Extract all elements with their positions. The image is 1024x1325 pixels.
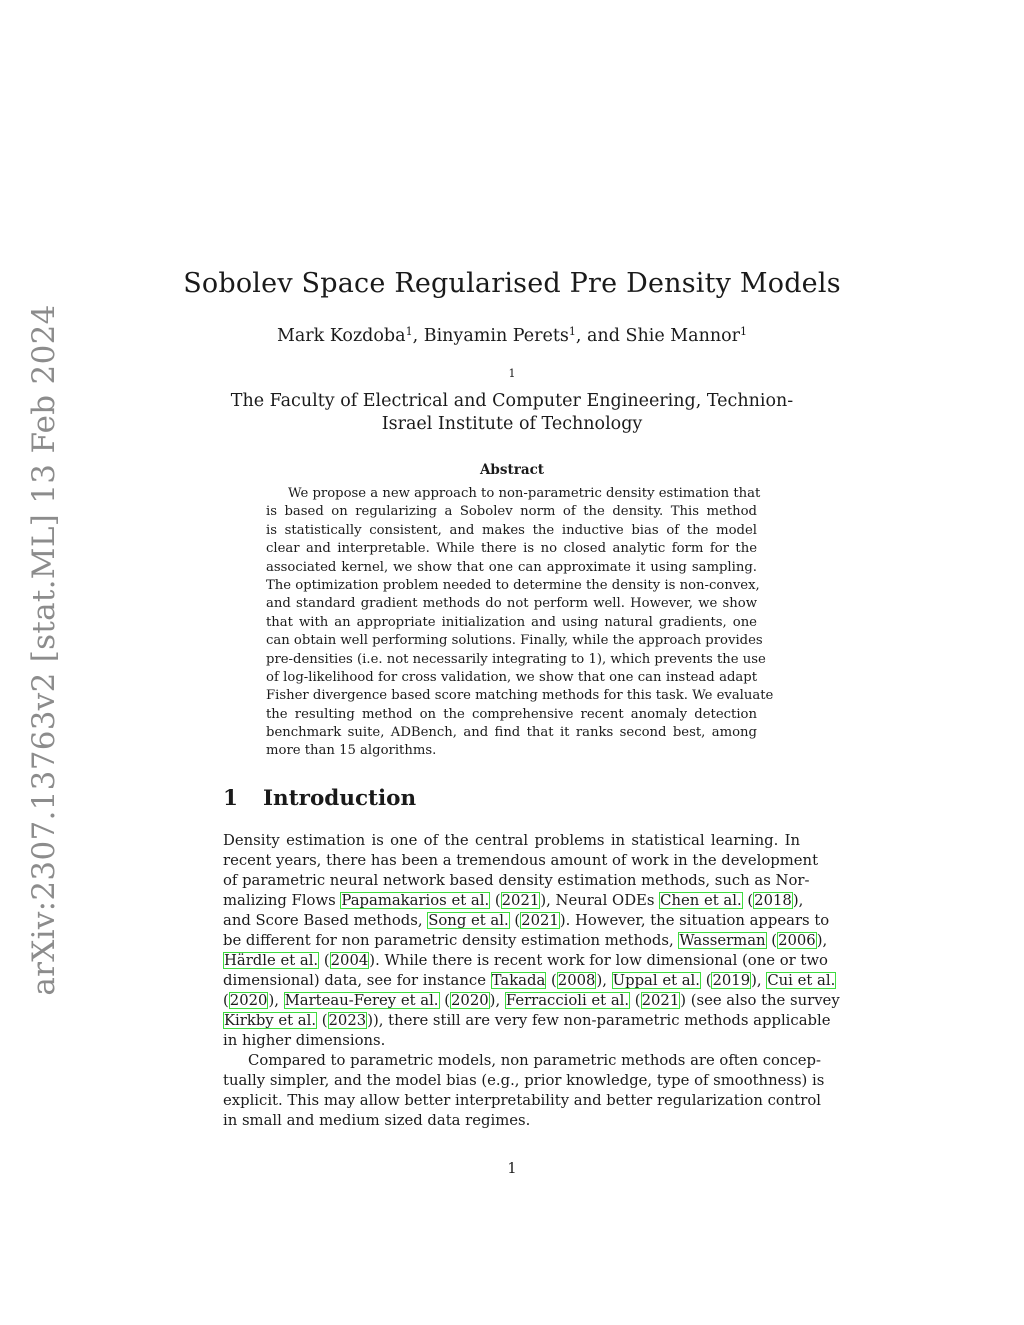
- text-run: ), Neural ODEs: [540, 892, 660, 909]
- abstract-line: clear and interpretable. While there is no closed analytic form for the: [266, 541, 757, 557]
- body-line: Density estimation is one of the central problems in statistical learning. In: [223, 832, 800, 849]
- page-number: 1: [507, 1161, 517, 1177]
- abstract-line: the resulting method on the comprehensive recent anomaly detection: [266, 706, 757, 722]
- abstract-line: is statistically consistent, and makes the inductive bias of the model: [266, 522, 757, 538]
- abstract-line: benchmark suite, ADBench, and find that it ranks second best, among: [266, 725, 757, 741]
- abstract-line: can obtain well performing solutions. Finally, while the approach provides: [266, 633, 763, 649]
- text-run: ). While there is recent work for low dimensional (one or two: [369, 952, 828, 969]
- body-line: in higher dimensions.: [223, 1032, 386, 1049]
- citation-year-link[interactable]: 2020: [451, 992, 489, 1009]
- text-run: ),: [489, 992, 505, 1009]
- body-line: [223, 931, 828, 951]
- abstract-line: pre-densities (i.e. not necessarily integrating to 1), which prevents the use: [266, 651, 766, 667]
- abstract-line: is based on regularizing a Sobolev norm of the density. This method: [266, 504, 757, 520]
- text-run: )), there still are very few non-parametric methods applicable: [367, 1012, 831, 1029]
- text-run: (: [490, 892, 501, 909]
- body-line: [223, 891, 804, 911]
- body-line: [223, 1011, 831, 1031]
- citation-year-link[interactable]: 2020: [229, 992, 268, 1009]
- citation-year-link[interactable]: 2021: [641, 992, 680, 1009]
- abstract-line: associated kernel, we show that one can approximate it using sampling.: [266, 559, 757, 575]
- text-run: (: [317, 1012, 328, 1029]
- affiliation-text: The Faculty of Electrical and Computer Engineering, Technion-: [230, 391, 794, 411]
- affiliation-line: Israel Institute of Technology: [381, 414, 643, 434]
- text-run: (: [439, 992, 450, 1009]
- text-run: ),: [792, 892, 804, 909]
- affiliation-line: [0, 367, 1024, 413]
- citation-year-link[interactable]: 2008: [557, 972, 596, 989]
- text-run: dimensional) data, see for instance: [223, 972, 491, 989]
- affiliation-mark: 1: [740, 325, 748, 338]
- body-line: [223, 991, 840, 1011]
- text-run: and Score Based methods,: [223, 912, 428, 929]
- author-name: Shie Mannor: [625, 326, 741, 346]
- citation-link[interactable]: Härdle et al.: [224, 952, 319, 969]
- text-run: ) (see also the survey: [680, 992, 840, 1009]
- author-name: Binyamin Perets: [423, 326, 569, 346]
- citation-year-link[interactable]: 2018: [754, 892, 792, 909]
- abstract-body: [266, 485, 774, 761]
- body-line: [223, 971, 836, 991]
- abstract-line: of log-likelihood for cross validation, we show that one can instead adapt: [266, 669, 757, 685]
- section-number: 1: [223, 786, 238, 811]
- citation-link[interactable]: Marteau-Ferey et al.: [284, 992, 439, 1009]
- affiliation-mark: 1: [568, 325, 576, 338]
- author-name: Mark Kozdoba: [276, 326, 406, 346]
- abstract-line: We propose a new approach to non-parametric density estimation that: [288, 486, 761, 501]
- citation-link[interactable]: Papamakarios et al.: [341, 892, 490, 909]
- separator: , and: [575, 326, 626, 346]
- text-run: (: [700, 972, 712, 989]
- citation-link[interactable]: Song et al.: [428, 912, 509, 929]
- abstract-line: and standard gradient methods do not perform well. However, we show: [266, 596, 757, 612]
- abstract-line: more than 15 algorithms.: [266, 743, 437, 759]
- section-title: Introduction: [263, 786, 417, 811]
- abstract-line: that with an appropriate initialization and using natural gradients, one: [266, 614, 757, 630]
- text-run: malizing Flows: [223, 892, 341, 909]
- section-heading: [223, 786, 416, 811]
- text-run: ). However, the situation appears to: [559, 912, 830, 929]
- text-run: ),: [268, 992, 284, 1009]
- paper-title: Sobolev Space Regularised Pre Density Models: [183, 268, 841, 299]
- separator: ,: [412, 326, 424, 346]
- author-list: [0, 326, 1024, 346]
- body-line: recent years, there has been a tremendous amount of work in the development: [223, 852, 819, 869]
- text-run: be different for non parametric density estimation methods,: [223, 932, 679, 949]
- text-run: ),: [751, 972, 767, 989]
- text-run: (: [630, 992, 641, 1009]
- text-run: (: [223, 992, 229, 1009]
- citation-link[interactable]: Ferraccioli et al.: [505, 992, 630, 1009]
- text-run: ),: [596, 972, 612, 989]
- citation-link[interactable]: Cui et al.: [767, 972, 836, 989]
- citation-link[interactable]: Wasserman: [679, 932, 766, 949]
- body-line: explicit. This may allow better interpretability and better regularization control: [223, 1092, 821, 1109]
- citation-year-link[interactable]: 2023: [328, 1012, 367, 1029]
- citation-link[interactable]: Takada: [491, 972, 546, 989]
- text-run: (: [546, 972, 557, 989]
- affiliation-mark: 1: [508, 367, 516, 380]
- citation-year-link[interactable]: 2006: [778, 932, 816, 949]
- abstract-heading: Abstract: [479, 462, 545, 478]
- arxiv-identifier-stamp: arXiv:2307.13763v2 [stat.ML] 13 Feb 2024: [26, 304, 62, 996]
- body-line: [223, 951, 828, 971]
- text-run: ),: [816, 932, 828, 949]
- body-line: [223, 911, 830, 931]
- affiliation: [0, 367, 1024, 436]
- text-run: (: [766, 932, 778, 949]
- body-line: of parametric neural network based density estimation methods, such as Nor-: [223, 872, 810, 889]
- citation-link[interactable]: Uppal et al.: [612, 972, 700, 989]
- abstract-line: Fisher divergence based score matching methods for this task. We evaluate: [266, 688, 774, 704]
- abstract-line: The optimization problem needed to determine the density is non-convex,: [266, 577, 760, 593]
- introduction-body: [223, 831, 840, 1131]
- citation-year-link[interactable]: 2021: [501, 892, 540, 909]
- body-line: Compared to parametric models, non parametric methods are often concep-: [248, 1052, 821, 1069]
- citation-link[interactable]: Kirkby et al.: [224, 1012, 317, 1029]
- body-line: in small and medium sized data regimes.: [223, 1112, 531, 1129]
- affiliation-mark: 1: [405, 325, 413, 338]
- text-run: (: [742, 892, 754, 909]
- citation-year-link[interactable]: 2004: [330, 952, 369, 969]
- citation-link[interactable]: Chen et al.: [660, 892, 742, 909]
- citation-year-link[interactable]: 2019: [712, 972, 751, 989]
- body-line: tually simpler, and the model bias (e.g., prior knowledge, type of smoothness) is: [223, 1072, 825, 1089]
- text-run: (: [319, 952, 330, 969]
- text-run: (: [509, 912, 521, 929]
- citation-year-link[interactable]: 2021: [521, 912, 559, 929]
